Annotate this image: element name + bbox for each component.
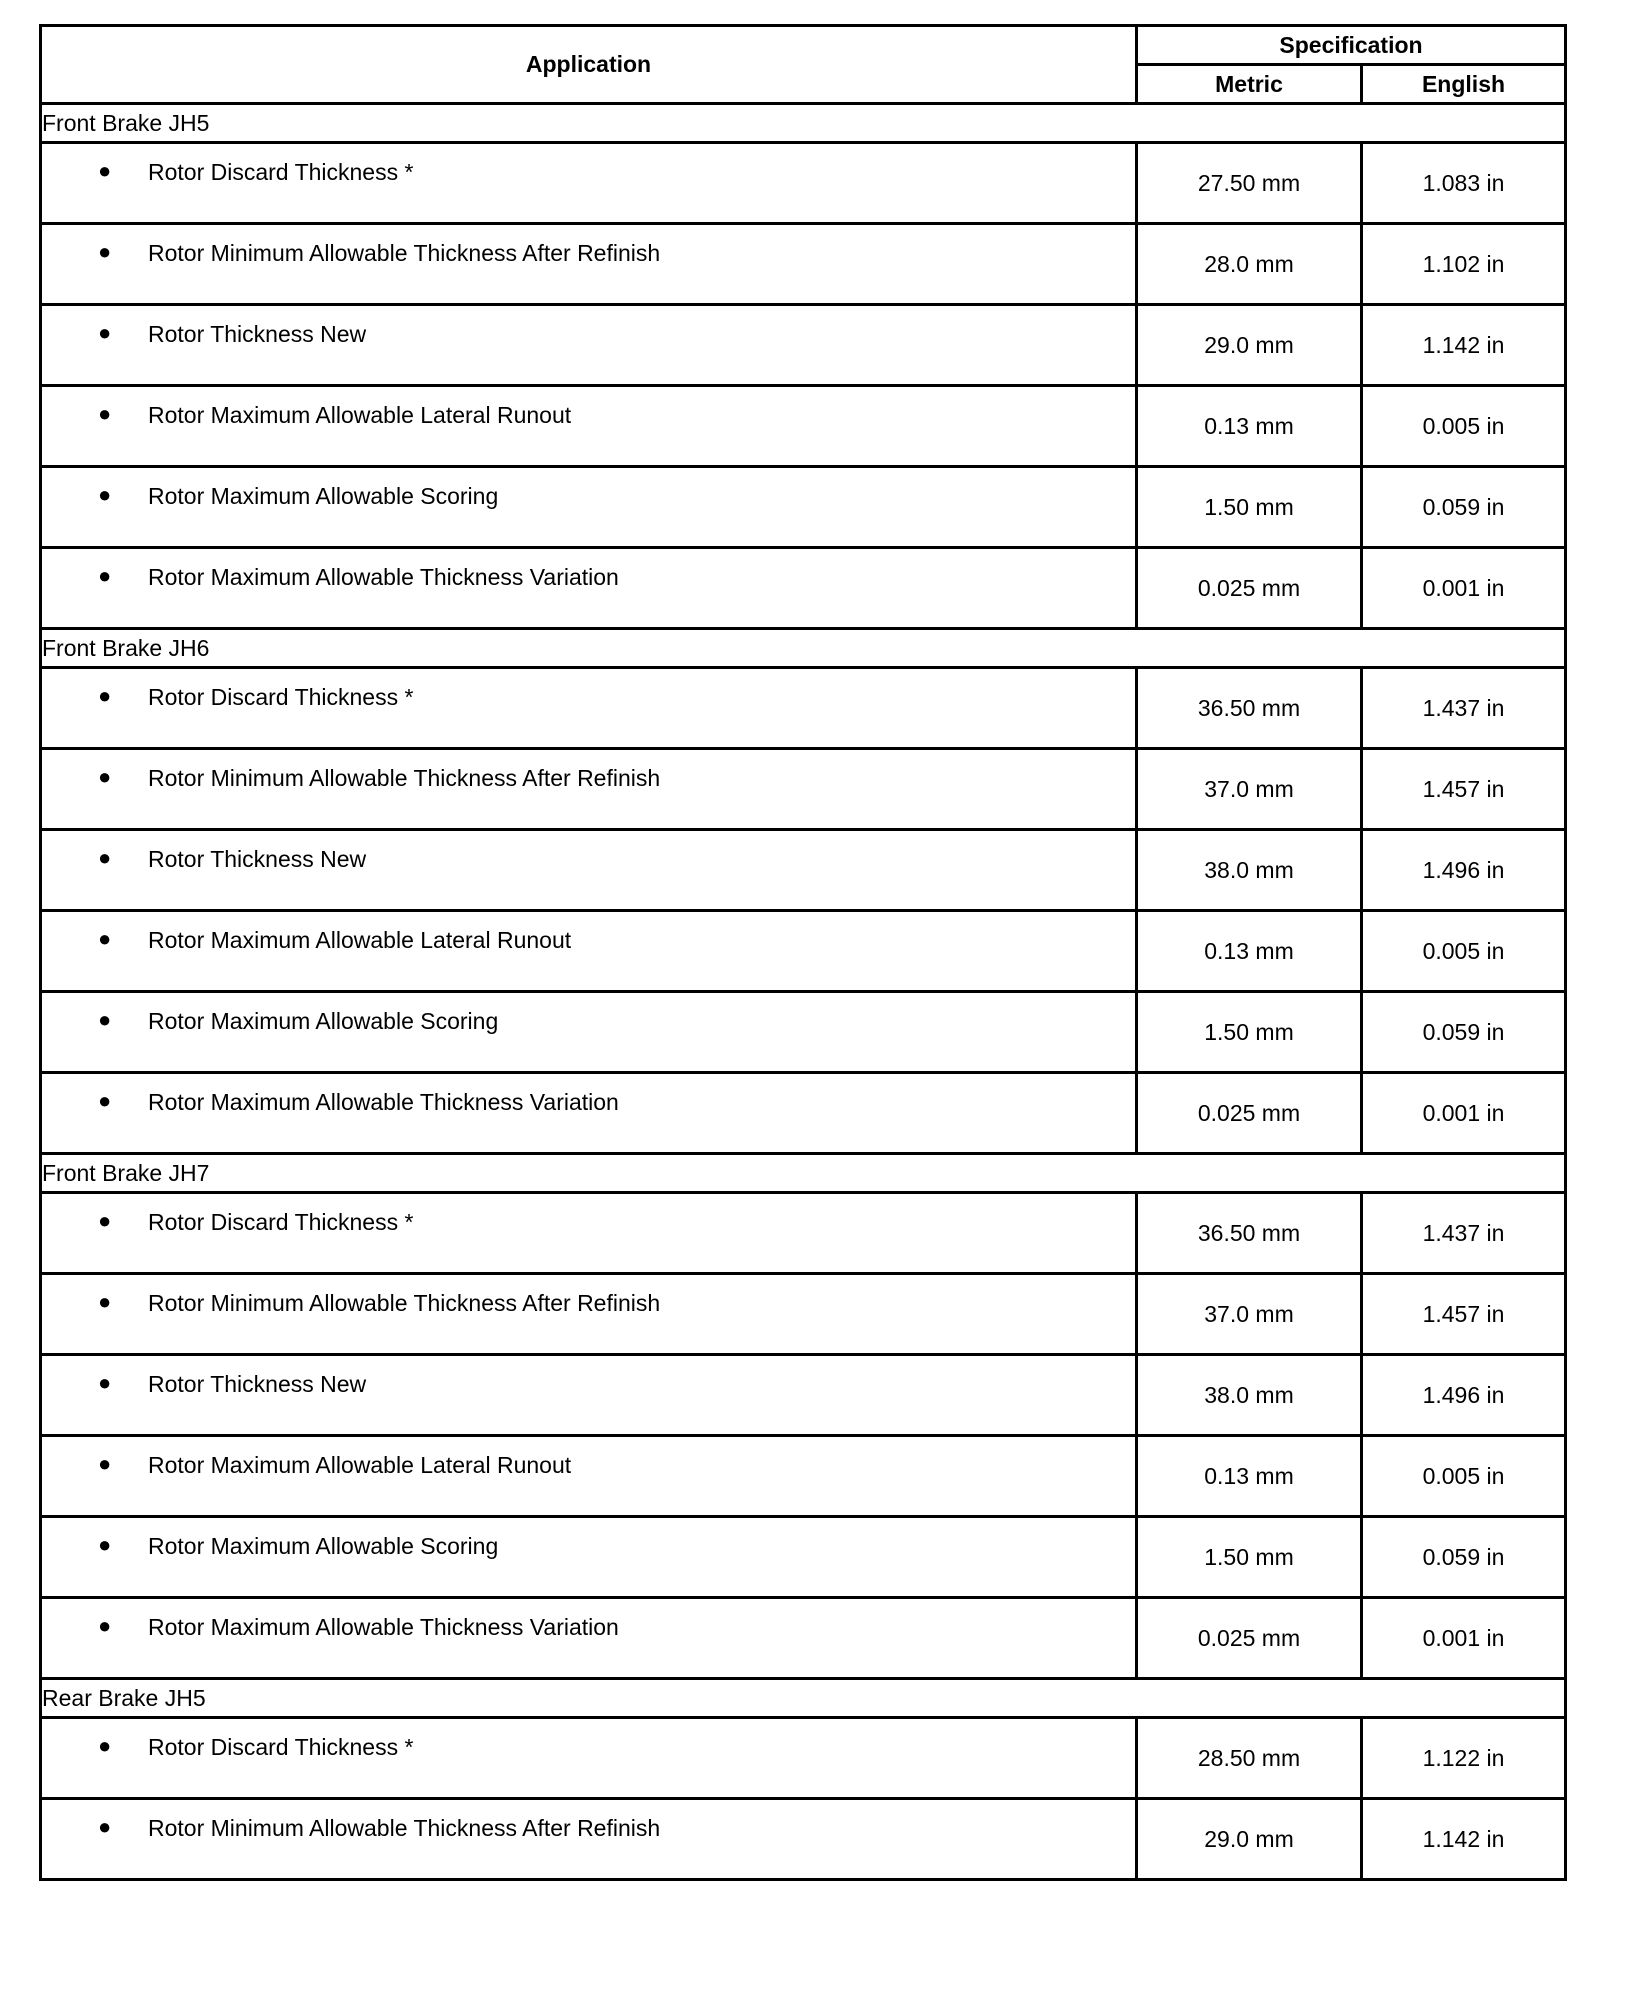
english-value: 1.437 in xyxy=(1362,1193,1566,1274)
application-cell xyxy=(41,749,1137,830)
application-cell xyxy=(41,224,1137,305)
metric-value: 28.50 mm xyxy=(1137,1718,1362,1799)
group-row xyxy=(41,104,1566,143)
metric-value: 36.50 mm xyxy=(1137,668,1362,749)
application-cell xyxy=(41,911,1137,992)
table-row xyxy=(41,668,1566,749)
table-row xyxy=(41,992,1566,1073)
bullet-icon: ● xyxy=(98,926,112,951)
table-body xyxy=(41,104,1566,1880)
metric-value: 0.025 mm xyxy=(1137,1598,1362,1679)
english-value: 1.457 in xyxy=(1362,749,1566,830)
english-value: 0.001 in xyxy=(1362,1598,1566,1679)
bullet-icon: ● xyxy=(98,1208,112,1233)
english-value: 1.122 in xyxy=(1362,1718,1566,1799)
bullet-icon: ● xyxy=(98,1088,112,1113)
group-row xyxy=(41,1679,1566,1718)
group-title: Front Brake JH5 xyxy=(41,104,1566,143)
english-value: 0.005 in xyxy=(1362,386,1566,467)
table-row xyxy=(41,1193,1566,1274)
metric-value: 0.025 mm xyxy=(1137,548,1362,629)
application-cell xyxy=(41,1073,1137,1154)
application-cell xyxy=(41,1799,1137,1880)
english-value: 0.005 in xyxy=(1362,911,1566,992)
english-value: 1.142 in xyxy=(1362,1799,1566,1880)
table-row xyxy=(41,1598,1566,1679)
table-row xyxy=(41,386,1566,467)
metric-value: 28.0 mm xyxy=(1137,224,1362,305)
item-label: Rotor Maximum Allowable Thickness Variation xyxy=(148,564,619,590)
bullet-icon: ● xyxy=(98,401,112,426)
english-header: English xyxy=(1362,65,1566,104)
group-title: Front Brake JH7 xyxy=(41,1154,1566,1193)
group-title: Front Brake JH6 xyxy=(41,629,1566,668)
application-cell xyxy=(41,467,1137,548)
table-row xyxy=(41,1517,1566,1598)
item-label: Rotor Maximum Allowable Thickness Variation xyxy=(148,1089,619,1115)
table-header xyxy=(41,26,1566,104)
metric-value: 27.50 mm xyxy=(1137,143,1362,224)
specification-header: Specification xyxy=(1137,26,1566,65)
bullet-icon: ● xyxy=(98,1532,112,1557)
metric-value: 29.0 mm xyxy=(1137,305,1362,386)
item-label: Rotor Thickness New xyxy=(148,321,367,347)
application-cell xyxy=(41,992,1137,1073)
application-cell xyxy=(41,143,1137,224)
english-value: 1.102 in xyxy=(1362,224,1566,305)
english-value: 0.001 in xyxy=(1362,548,1566,629)
application-cell xyxy=(41,1517,1137,1598)
metric-value: 0.13 mm xyxy=(1137,911,1362,992)
application-header: Application xyxy=(41,26,1137,104)
application-cell xyxy=(41,305,1137,386)
bullet-icon: ● xyxy=(98,1451,112,1476)
item-label: Rotor Maximum Allowable Lateral Runout xyxy=(148,1452,572,1478)
table-row xyxy=(41,830,1566,911)
metric-value: 29.0 mm xyxy=(1137,1799,1362,1880)
group-title: Rear Brake JH5 xyxy=(41,1679,1566,1718)
table-row xyxy=(41,548,1566,629)
item-label: Rotor Maximum Allowable Scoring xyxy=(148,483,499,509)
table-row xyxy=(41,143,1566,224)
item-label: Rotor Maximum Allowable Lateral Runout xyxy=(148,927,572,953)
table-row xyxy=(41,749,1566,830)
metric-value: 37.0 mm xyxy=(1137,749,1362,830)
bullet-icon: ● xyxy=(98,764,112,789)
table-row xyxy=(41,224,1566,305)
group-row xyxy=(41,1154,1566,1193)
english-value: 1.142 in xyxy=(1362,305,1566,386)
item-label: Rotor Maximum Allowable Scoring xyxy=(148,1533,499,1559)
application-cell xyxy=(41,1193,1137,1274)
bullet-icon: ● xyxy=(98,563,112,588)
english-value: 1.496 in xyxy=(1362,1355,1566,1436)
application-cell xyxy=(41,1598,1137,1679)
english-value: 0.005 in xyxy=(1362,1436,1566,1517)
english-value: 1.437 in xyxy=(1362,668,1566,749)
item-label: Rotor Thickness New xyxy=(148,1371,367,1397)
application-cell xyxy=(41,1274,1137,1355)
table-row xyxy=(41,467,1566,548)
english-value: 0.059 in xyxy=(1362,467,1566,548)
table-row xyxy=(41,1355,1566,1436)
item-label: Rotor Minimum Allowable Thickness After Refinish xyxy=(148,765,661,791)
item-label: Rotor Discard Thickness * xyxy=(148,684,414,710)
table-row xyxy=(41,1718,1566,1799)
application-cell xyxy=(41,386,1137,467)
metric-value: 37.0 mm xyxy=(1137,1274,1362,1355)
metric-value: 38.0 mm xyxy=(1137,1355,1362,1436)
bullet-icon: ● xyxy=(98,1289,112,1314)
bullet-icon: ● xyxy=(98,1814,112,1839)
table-row xyxy=(41,1274,1566,1355)
item-label: Rotor Discard Thickness * xyxy=(148,1734,414,1760)
table-row xyxy=(41,911,1566,992)
application-cell xyxy=(41,1436,1137,1517)
bullet-icon: ● xyxy=(98,239,112,264)
table-row xyxy=(41,1799,1566,1880)
item-label: Rotor Maximum Allowable Scoring xyxy=(148,1008,499,1034)
metric-value: 0.13 mm xyxy=(1137,386,1362,467)
english-value: 1.083 in xyxy=(1362,143,1566,224)
table-row xyxy=(41,305,1566,386)
english-value: 0.001 in xyxy=(1362,1073,1566,1154)
item-label: Rotor Minimum Allowable Thickness After Refinish xyxy=(148,1815,661,1841)
item-label: Rotor Minimum Allowable Thickness After Refinish xyxy=(148,240,661,266)
metric-value: 38.0 mm xyxy=(1137,830,1362,911)
item-label: Rotor Discard Thickness * xyxy=(148,159,414,185)
bullet-icon: ● xyxy=(98,845,112,870)
metric-value: 0.13 mm xyxy=(1137,1436,1362,1517)
bullet-icon: ● xyxy=(98,320,112,345)
item-label: Rotor Discard Thickness * xyxy=(148,1209,414,1235)
item-label: Rotor Maximum Allowable Lateral Runout xyxy=(148,402,572,428)
metric-value: 1.50 mm xyxy=(1137,1517,1362,1598)
application-cell xyxy=(41,548,1137,629)
bullet-icon: ● xyxy=(98,158,112,183)
metric-value: 36.50 mm xyxy=(1137,1193,1362,1274)
application-cell xyxy=(41,668,1137,749)
bullet-icon: ● xyxy=(98,482,112,507)
table-row xyxy=(41,1436,1566,1517)
metric-value: 0.025 mm xyxy=(1137,1073,1362,1154)
metric-value: 1.50 mm xyxy=(1137,467,1362,548)
application-cell xyxy=(41,830,1137,911)
bullet-icon: ● xyxy=(98,1007,112,1032)
bullet-icon: ● xyxy=(98,683,112,708)
english-value: 0.059 in xyxy=(1362,1517,1566,1598)
bullet-icon: ● xyxy=(98,1370,112,1395)
table-row xyxy=(41,1073,1566,1154)
bullet-icon: ● xyxy=(98,1613,112,1638)
english-value: 0.059 in xyxy=(1362,992,1566,1073)
application-cell xyxy=(41,1718,1137,1799)
spec-table xyxy=(39,24,1567,1881)
group-row xyxy=(41,629,1566,668)
metric-value: 1.50 mm xyxy=(1137,992,1362,1073)
metric-header: Metric xyxy=(1137,65,1362,104)
bullet-icon: ● xyxy=(98,1733,112,1758)
english-value: 1.457 in xyxy=(1362,1274,1566,1355)
item-label: Rotor Minimum Allowable Thickness After Refinish xyxy=(148,1290,661,1316)
english-value: 1.496 in xyxy=(1362,830,1566,911)
item-label: Rotor Maximum Allowable Thickness Variation xyxy=(148,1614,619,1640)
application-cell xyxy=(41,1355,1137,1436)
item-label: Rotor Thickness New xyxy=(148,846,367,872)
